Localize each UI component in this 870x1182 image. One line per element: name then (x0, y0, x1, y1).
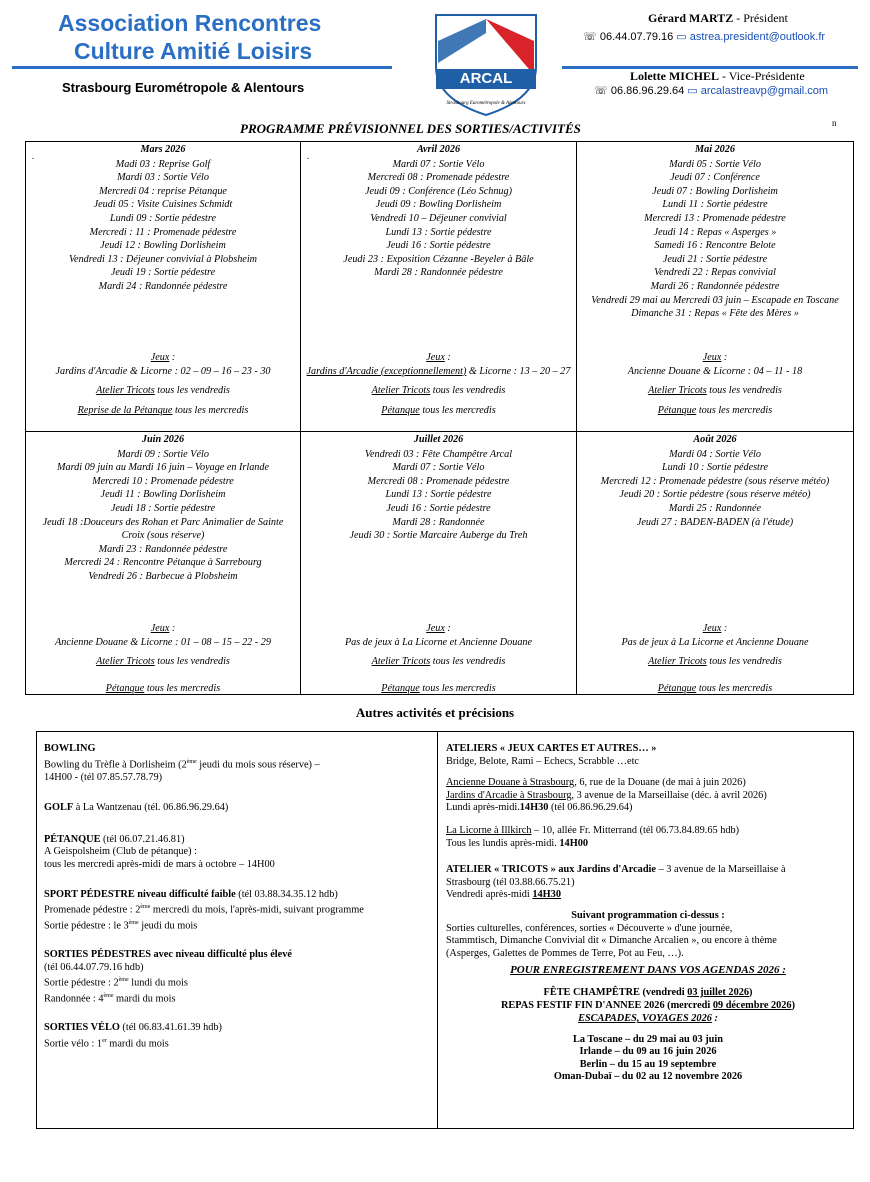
petanque-line: Pétanque tous les mercredis (381, 404, 496, 416)
tricots-title: ATELIER « TRICOTS » aux Jardins d'Arcadie – 3 avenue de la Marseillaise à (446, 864, 786, 876)
jeux-schedule: Jardins d'Arcadie (exceptionnellement) & Licorne : 13 – 20 – 27 (306, 365, 571, 377)
autres-title: Autres activités et précisions (355, 705, 515, 720)
month-heading: Juillet 2026 (413, 434, 464, 445)
jeux-heading: Jeux : (426, 352, 451, 363)
month-heading: Mai 2026 (695, 144, 735, 155)
month-cell-avril (300, 141, 577, 432)
velo-line1: Sortie vélo : 1er mardi du mois (44, 1038, 169, 1050)
month-activity: Mardi 04 : Sortie Vélo (669, 448, 761, 460)
month-activity: Mercredi 10 : Promenade pédestre (92, 475, 234, 487)
arcal-logo (430, 11, 542, 119)
jeux-schedule: Jardins d'Arcadie & Licorne : 02 – 09 – 16 – 23 - 30 (55, 365, 271, 377)
sport-line1: Promenade pédestre : 2ème mercredi du mois, l'après-midi, suivant programme (44, 904, 364, 916)
month-activity: Samedi 16 : Rencontre Belote (654, 240, 776, 252)
petanque-line: Pétanque tous les mercredis (105, 682, 221, 694)
voyage-item: Oman-Dubaï – du 02 au 12 novembre 2026 (553, 1071, 743, 1083)
month-activity: Jeudi 05 : Visite Cuisines Schmidt (93, 199, 233, 211)
month-activity: Mardi 07 : Sortie Vélo (392, 158, 485, 170)
vice-president-name: Lolette MICHEL - Vice-Présidente (630, 69, 805, 83)
petanque-line: Pétanque tous les mercredis (657, 682, 773, 694)
jeux-block (30, 622, 296, 695)
month-activity: Mardi 07 : Sortie Vélo (392, 462, 485, 474)
autres-right-column (446, 743, 850, 1084)
corner-mark: n (832, 118, 837, 128)
petanque-line: Reprise de la Pétanque tous les mercredis (77, 404, 249, 416)
month-cell-mars (25, 141, 301, 432)
org-region: Strasbourg Eurométropole & Alentours (62, 80, 305, 95)
month-activity: Mardi 24 : Randonnée pédestre (98, 280, 228, 292)
month-activity: Jeudi 19 : Sortie pédestre (110, 267, 216, 279)
month-activity: Mercredi 12 : Promenade pédestre (sous réserve météo) (600, 475, 830, 487)
president-contact: ☏ 06.44.07.79.16 ▭ astrea.president@outlook.fr (583, 31, 826, 43)
voyage-item: Berlin – du 15 au 19 septembre (579, 1058, 717, 1070)
month-activity: Vendredi 29 mai au Mercredi 03 juin – Escapade en Toscane (591, 294, 839, 306)
jeux-heading: Jeux : (426, 623, 451, 634)
month-heading: Juin 2026 (141, 434, 185, 445)
suivant-line3: (Asperges, Galettes de Pommes de Terre, Pot au Feu, …). (446, 947, 684, 959)
month-cell-mai (576, 141, 854, 432)
month-activity: Jeudi 16 : Sortie pédestre (386, 502, 491, 514)
agenda-heading: POUR ENREGISTREMENT DANS VOS AGENDAS 2026 : (510, 964, 786, 977)
jeux-block (305, 622, 572, 695)
tricot-line: Atelier Tricots tous les vendredis (96, 656, 230, 668)
month-activity: Mardi 28 : Randonnée pédestre (374, 267, 503, 279)
month-heading: Avril 2026 (416, 144, 461, 155)
fete-line: FÊTE CHAMPÊTRE (vendredi 03 juillet 2026) (543, 986, 753, 998)
suivant-line2: Stammtisch, Dimanche Convivial dit « Dimanche Arcalien », ou encore à thème (446, 935, 777, 947)
jeux-heading: Jeux : (150, 352, 176, 363)
month-activity: Jeudi 07 : Bowling Dorlisheim (652, 185, 778, 197)
tricot-line: Atelier Tricots tous les vendredis (371, 385, 506, 397)
month-activity: Mardi 09 juin au Mardi 16 juin – Voyage en Irlande (56, 462, 270, 474)
tricots-line2: Strasbourg (tél 03.88.66.75.21) (446, 876, 575, 888)
month-activity: Vendredi 13 : Déjeuner convivial à Plobsheim (68, 253, 258, 265)
ateliers-line1: Bridge, Belote, Rami – Echecs, Scrabble …etc (446, 755, 640, 767)
tricot-line: Atelier Tricots tous les vendredis (371, 656, 506, 668)
month-activity: Lundi 11 : Sortie pédestre (662, 199, 768, 211)
month-cell-juin (25, 431, 301, 695)
tricots-hours: Vendredi après-midi 14H30 (446, 889, 561, 901)
ateliers-title: ATELIERS « JEUX CARTES ET AUTRES… » (446, 743, 657, 754)
month-cell-aout (576, 431, 854, 695)
petanque-line2: tous les mercredi après-midi de mars à octobre – 14H00 (44, 858, 275, 870)
header-rule-left (12, 66, 392, 69)
jeux-heading: Jeux : (150, 623, 176, 634)
sorties-title: SORTIES PÉDESTRES avec niveau difficulté plus élevé (44, 949, 292, 961)
petanque-line: Pétanque tous les mercredis (381, 682, 496, 694)
phone-icon: ☏ (583, 31, 597, 43)
voyage-item: Irlande – du 09 au 16 juin 2026 (579, 1046, 717, 1058)
jeux-schedule: Pas de jeux à La Licorne et Ancienne Douane (621, 636, 809, 648)
petanque-line: Pétanque tous les mercredis (657, 404, 773, 416)
logo-text: ARCAL (459, 70, 513, 87)
month-activity: Lundi 10 : Sortie pédestre (661, 462, 768, 474)
month-activity: Vendredi 03 : Fête Champêtre Arcal (364, 448, 513, 460)
month-activity: Jeudi 27 : BADEN-BADEN (à l'étude) (636, 516, 794, 528)
sport-title: SPORT PÉDESTRE niveau difficulté faible (tél 03.88.34.35.12 hdb) (44, 888, 338, 900)
month-activity: Jeudi 07 : Conférence (670, 172, 760, 184)
month-activity: Jeudi 09 : Bowling Dorlisheim (375, 199, 502, 211)
jeux-schedule: Ancienne Douane & Licorne : 01 – 08 – 15 – 22 - 29 (55, 636, 271, 648)
jardins-hours: Lundi après-midi.14H30 (tél 06.86.96.29.64) (446, 802, 633, 814)
month-activity: Mercredi : 11 : Promenade pédestre (89, 226, 237, 238)
jeux-schedule: Pas de jeux à La Licorne et Ancienne Douane (344, 636, 533, 648)
month-activity: Mardi 03 : Sortie Vélo (117, 172, 209, 184)
month-activity: Mardi 05 : Sortie Vélo (669, 158, 761, 170)
phone-icon: ☏ (594, 85, 608, 97)
email-icon: ▭ (687, 85, 698, 97)
vice-president-email[interactable]: arcalastreavp@gmail.com (700, 85, 829, 97)
velo-title: SORTIES VÉLO (tél 06.83.41.61.39 hdb) (44, 1022, 222, 1034)
autres-left-column (44, 743, 434, 1051)
repas-line: REPAS FESTIF FIN D'ANNEE 2026 (mercredi 09 décembre 2026) (500, 999, 796, 1011)
president-email[interactable]: astrea.president@outlook.fr (689, 31, 826, 43)
tricot-line: Atelier Tricots tous les vendredis (648, 385, 782, 397)
voyage-item: La Toscane – du 29 mai au 03 juin (573, 1033, 723, 1045)
month-activity: Mercredi 08 : Promenade pédestre (367, 172, 510, 184)
month-activity: Jeudi 23 : Exposition Cézanne -Beyeler à Bâle (343, 253, 534, 265)
jeux-place: Jardins d'Arcadie (exceptionnellement) (306, 365, 467, 377)
tricot-line: Atelier Tricots tous les vendredis (96, 385, 230, 397)
jeux-heading: Jeux : (702, 623, 728, 634)
sorties-line1: Sortie pédestre : 2ème lundi du mois (44, 977, 188, 989)
month-activity: Jeudi 12 : Bowling Dorlisheim (100, 240, 226, 252)
suivant-line1: Sorties culturelles, conférences, sorties « Découverte » d'une journée, (446, 922, 733, 934)
douane-line: Ancienne Douane à Strasbourg, 6, rue de la Douane (de mai à juin 2026) (446, 777, 746, 789)
sport-line2: Sortie pédestre : le 3ème jeudi du mois (44, 920, 198, 932)
jeux-block (581, 622, 849, 695)
cell-marker: . (307, 151, 310, 161)
bowling-line2: 14H00 - (tél 07.85.57.78.79) (44, 771, 163, 783)
licorne-hours: Tous les lundis après-midi. 14H00 (446, 837, 589, 849)
month-cell-juillet (300, 431, 577, 695)
month-activity: Mercredi 04 : reprise Pétanque (99, 185, 227, 197)
petanque-title: PÉTANQUE (tél 06.07.21.46.81) (44, 833, 185, 845)
petanque-line1: A Geispolsheim (Club de pétanque) : (44, 846, 197, 858)
month-activity: Mercredi 08 : Promenade pédestre (367, 475, 510, 487)
jeux-schedule: Ancienne Douane & Licorne : 04 – 11 - 18 (627, 365, 803, 377)
sorties-tel: (tél 06.44.07.79.16 hdb) (44, 961, 144, 973)
programme-title: PROGRAMME PRÉVISIONNEL DES SORTIES/ACTIVITÉS (240, 121, 581, 136)
month-activity: Lundi 13 : Sortie pédestre (385, 226, 492, 238)
cell-marker: . (32, 151, 35, 161)
jardins-line: Jardins d'Arcadie à Strasbourg, 3 avenue de la Marseillaise (déc. à avril 2026) (446, 789, 767, 801)
month-activity: Lundi 13 : Sortie pédestre (385, 489, 492, 501)
jeux-block (305, 351, 572, 417)
suivant-title: Suivant programmation ci-dessus : (571, 909, 725, 921)
jeux-heading: Jeux : (702, 352, 728, 363)
month-activity: Jeudi 16 : Sortie pédestre (386, 240, 491, 252)
month-activity: Jeudi 18 : Sortie pédestre (110, 502, 216, 514)
month-activity: Jeudi 30 : Sortie Marcaire Auberge du Treh (349, 530, 528, 542)
licorne-line: La Licorne à Illkirch – 10, allée Fr. Mitterrand (tél 06.73.84.89.65 hdb) (446, 824, 740, 836)
month-heading: Mars 2026 (140, 144, 186, 155)
president-name: Gérard MARTZ - Président (648, 11, 788, 25)
month-activity: Mardi 09 : Sortie Vélo (117, 448, 209, 460)
month-activity: Vendredi 26 : Barbecue à Plobsheim (88, 570, 238, 582)
month-activity: Vendredi 10 – Déjeuner convivial (370, 212, 507, 224)
month-activity: Jeudi 11 : Bowling Dorlisheim (100, 489, 226, 501)
jeux-block (581, 351, 849, 417)
email-icon: ▭ (676, 31, 687, 43)
month-activity: Jeudi 14 : Repas « Asperges » (653, 226, 777, 238)
month-activity: Jeudi 20 : Sortie pédestre (sous réserve météo) (619, 489, 811, 501)
month-activity: Mercredi 13 : Promenade pédestre (644, 212, 786, 224)
autres-divider (437, 731, 438, 1129)
month-activity: Mardi 23 : Randonnée pédestre (98, 543, 228, 555)
bowling-line1: Bowling du Trèfle à Dorlisheim (2ème jeudi du mois sous réserve) – (44, 758, 320, 771)
month-activity: Mardi 28 : Randonnée (392, 516, 485, 528)
vice-president-contact: ☏ 06.86.96.29.64 ▭ arcalastreavp@gmail.com (594, 85, 829, 97)
month-activity: Jeudi 21 : Sortie pédestre (662, 253, 768, 265)
org-name-line1: Association Rencontres (58, 10, 322, 36)
month-activity: Dimanche 31 : Repas « Fête des Mères » (631, 308, 799, 320)
month-activity: Madi 03 : Reprise Golf (115, 158, 211, 170)
jeux-block (30, 351, 296, 417)
month-activity: Mercredi 24 : Rencontre Pétanque à Sarrebourg (64, 557, 262, 569)
month-activity: Mardi 26 : Randonnée pédestre (650, 280, 780, 292)
bowling-title: BOWLING (44, 743, 96, 754)
logo-subtext: Strasbourg Eurométropole & Alentours (446, 101, 526, 106)
month-activity: Mardi 25 : Randonnée (668, 502, 762, 514)
org-name-line2: Culture Amitié Loisirs (74, 38, 313, 64)
escapades-heading: ESCAPADES, VOYAGES 2026 : (578, 1013, 718, 1025)
sorties-line2: Randonnée : 4ème mardi du mois (44, 993, 176, 1005)
month-activity: Jeudi 18 :Douceurs des Rohan et Parc Animalier de Sainte Croix (sous réserve) (42, 516, 284, 542)
month-activity: Vendredi 22 : Repas convivial (654, 267, 776, 279)
month-heading: Août 2026 (693, 434, 737, 445)
month-activity: Lundi 09 : Sortie pédestre (109, 212, 216, 224)
tricot-line: Atelier Tricots tous les vendredis (648, 656, 782, 668)
golf-line: GOLF à La Wantzenau (tél. 06.86.96.29.64) (44, 802, 229, 814)
voyages-list (446, 1034, 850, 1084)
month-activity: Jeudi 09 : Conférence (Léo Schnug) (364, 185, 512, 197)
